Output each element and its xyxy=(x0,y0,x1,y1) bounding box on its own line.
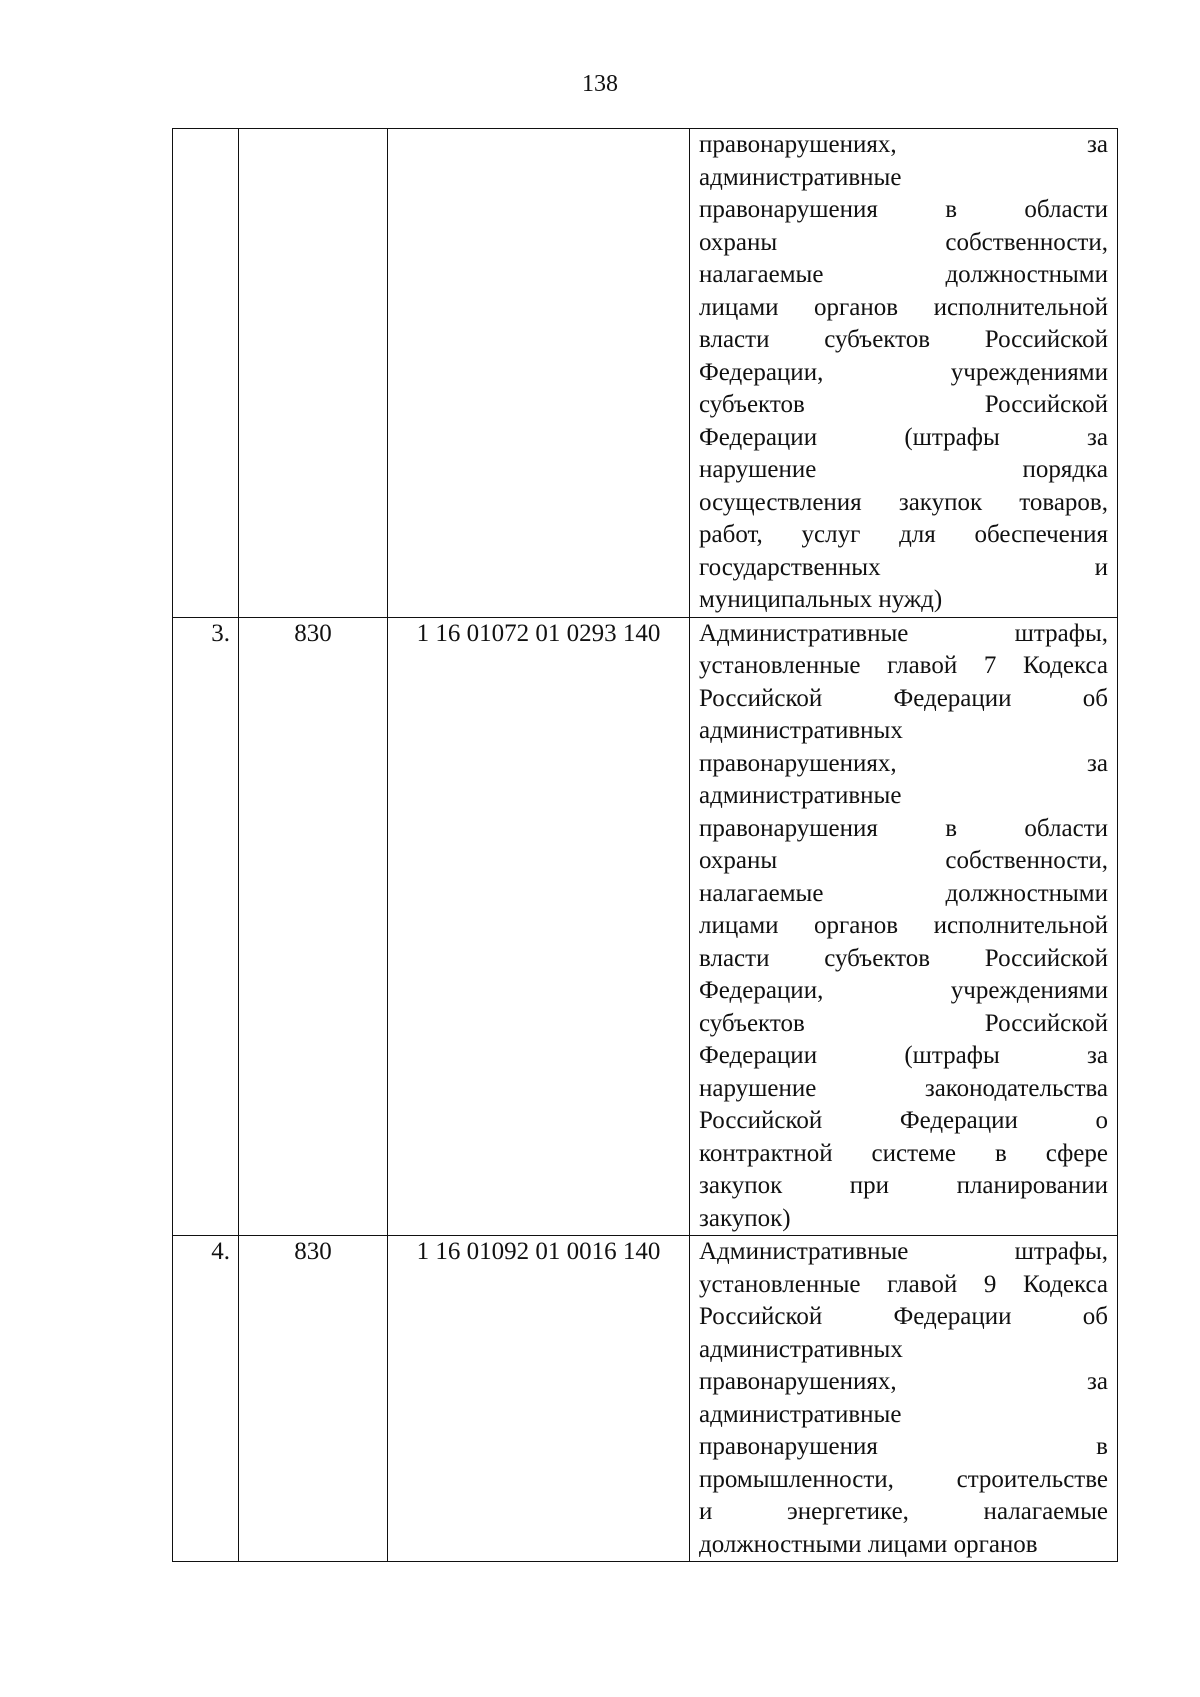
description-line: правонарушениях, за xyxy=(699,1368,1108,1395)
description-line: лицами органов исполнительной xyxy=(699,912,1108,939)
description-line: административные xyxy=(699,163,902,191)
budget-classification-code-cell: 1 16 01072 01 0293 140 xyxy=(388,617,690,1236)
description-line: установленные главой 7 Кодекса xyxy=(699,652,1108,679)
description-line: Российской Федерации о xyxy=(699,1107,1108,1134)
description-line: административных xyxy=(699,717,903,744)
description-line: правонарушения в xyxy=(699,1433,1108,1460)
description-line: Федерации (штрафы за xyxy=(699,423,1108,451)
description-line: власти субъектов Российской xyxy=(699,326,1108,353)
description-line: нарушение законодательства xyxy=(699,1074,1108,1102)
description-line: охраны собственности, xyxy=(699,228,1108,256)
administrator-code-cell: 830 xyxy=(239,1236,388,1562)
description-cell xyxy=(690,617,1118,1236)
description-line: власти субъектов Российской xyxy=(699,944,1108,972)
description-line: правонарушениях, за xyxy=(699,749,1108,777)
administrator-code-cell: 830 xyxy=(239,617,388,1236)
description-line: Российской Федерации об xyxy=(699,1303,1108,1330)
description-line: Федерации, учреждениями xyxy=(699,977,1108,1004)
description-line: субъектов Российской xyxy=(699,391,1108,418)
description-line: Федерации, учреждениями xyxy=(699,358,1108,386)
table-row xyxy=(173,1236,1118,1562)
description-line: закупок) xyxy=(699,1204,791,1232)
description-line: контрактной системе в сфере xyxy=(699,1139,1108,1167)
budget-classification-code-cell: 1 16 01092 01 0016 140 xyxy=(388,1236,690,1562)
description-line: работ, услуг для обеспечения xyxy=(699,521,1108,548)
description-line: административных xyxy=(699,1335,903,1363)
description-line: нарушение порядка xyxy=(699,456,1108,483)
description-line: налагаемые должностными xyxy=(699,261,1108,288)
description-line: муниципальных нужд) xyxy=(699,586,943,613)
description-line: Российской Федерации об xyxy=(699,684,1108,712)
row-number-cell xyxy=(173,129,239,618)
description-line: Административные штрафы, xyxy=(699,1238,1108,1265)
description-line: осуществления закупок товаров, xyxy=(699,488,1108,516)
description-line: должностными лицами органов xyxy=(699,1530,1038,1558)
description-line: правонарушениях, за xyxy=(699,131,1108,158)
row-number-cell: 3. xyxy=(173,617,239,1236)
description-line: закупок при планировании xyxy=(699,1172,1108,1199)
description-line: административные xyxy=(699,782,902,809)
table-row xyxy=(173,129,1118,618)
description-line: правонарушения в области xyxy=(699,196,1108,223)
description-line: субъектов Российской xyxy=(699,1009,1108,1037)
administrator-code-cell xyxy=(239,129,388,618)
description-line: промышленности, строительстве xyxy=(699,1465,1108,1493)
description-line: и энергетике, налагаемые xyxy=(699,1498,1108,1525)
description-line: Федерации (штрафы за xyxy=(699,1042,1108,1069)
description-line: налагаемые должностными xyxy=(699,879,1108,907)
table-body xyxy=(173,129,1118,1562)
description-cell xyxy=(690,129,1118,618)
document-table xyxy=(172,128,1118,1562)
description-line: охраны собственности, xyxy=(699,847,1108,874)
page-number: 138 xyxy=(582,71,618,97)
description-line: правонарушения в области xyxy=(699,814,1108,842)
table-row xyxy=(173,617,1118,1236)
description-line: установленные главой 9 Кодекса xyxy=(699,1270,1108,1298)
description-line: Административные штрафы, xyxy=(699,619,1108,647)
description-line: лицами органов исполнительной xyxy=(699,293,1108,321)
description-cell xyxy=(690,1236,1118,1562)
description-line: административные xyxy=(699,1400,902,1428)
budget-classification-code-cell xyxy=(388,129,690,618)
row-number-cell: 4. xyxy=(173,1236,239,1562)
description-line: государственных и xyxy=(699,553,1108,581)
